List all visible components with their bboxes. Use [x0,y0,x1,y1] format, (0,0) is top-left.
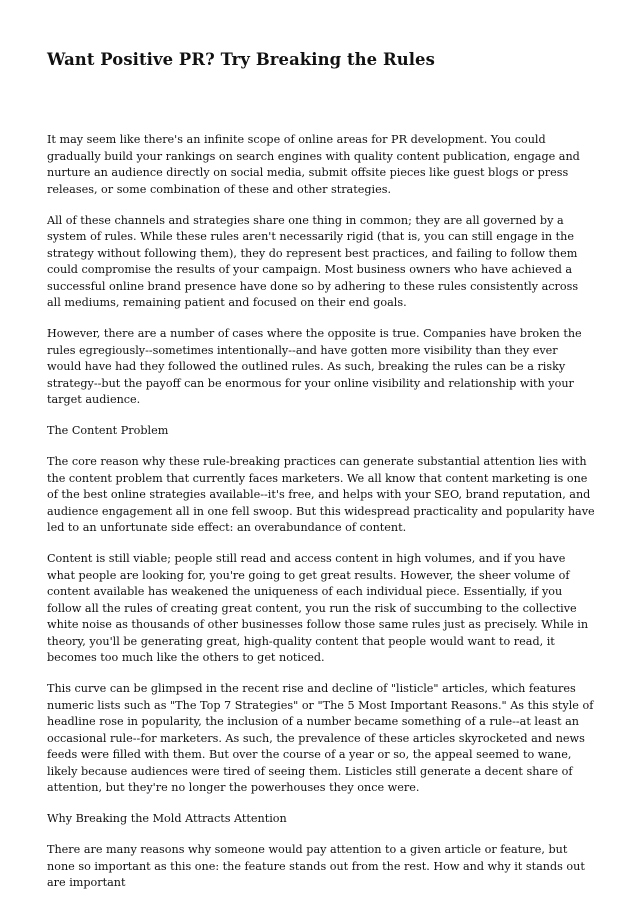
paragraph-listicle: This curve can be glimpsed in the recent rise and decline of "listicle" articles, which features numeric lists such as "The Top 7 Strategies" or "The 5 Most Important Reasons." As this style of headline rose in popularity, the inclusion of a number became something of a rule--at least an occasional rule--for marketers. As such, the prevalence of these articles skyrocketed and news feeds were filled with them. But over the course of a year or so, the appeal seemed to wane, likely because audiences were tired of seeing them. Listicles still generate a decent share of attention, but they're no longer the powerhouses they once were. [47,682,594,794]
section-heading-content-problem: The Content Problem [47,424,169,437]
paragraph-reasons: There are many reasons why someone would pay attention to a given article or feature, but none so important as this one: the feature stands out from the rest. How and why it stands out are important [47,843,585,889]
paragraph-rules: All of these channels and strategies share one thing in common; they are all governed by a system of rules. While these rules aren't necessarily rigid (that is, you can still engage in the strategy without following them), they do represent best practices, and failing to follow them could compromise the results of your campaign. Most business owners who have achieved a successful online brand presence have done so by adhering to these rules consistently across all mediums, remaining patient and focused on their end goals. [47,213,579,309]
paragraph-intro: It may seem like there's an infinite scope of online areas for PR development. You could gradually build your rankings on search engines with quality content publication, engage and nurture an audience directly on social media, submit offsite pieces like guest blogs or press releases, or some combination of these and other strategies. [47,133,580,196]
paragraph-content-viable: Content is still viable; people still read and access content in high volumes, and if you have what people are looking for, you're going to get great results. However, the sheer volume of content available has weakened the uniqueness of each individual piece. Essentially, if you follow all the rules of creating great content, you run the risk of succumbing to the collective white noise as thousands of other businesses follow those same rules just as precisely. While in theory, you'll be generating great, high-quality content that people would want to read, it becomes too much like the others to get noticed. [47,552,589,664]
page-title: Want Positive PR? Try Breaking the Rules [47,50,435,69]
document-body [47,132,595,906]
paragraph-core-reason: The core reason why these rule-breaking practices can generate substantial attention lies with the content problem that currently faces marketers. We all know that content marketing is one of the best online strategies available--it's free, and helps with your SEO, brand reputation, and audience engagement all in one fell swoop. But this widespread practicality and popularity have led to an unfortunate side effect: an overabundance of content. [47,455,595,534]
paragraph-opposite: However, there are a number of cases where the opposite is true. Companies have broken the rules egregiously--sometimes intentionally--and have gotten more visibility than they ever would have had they followed the outlined rules. As such, breaking the rules can be a risky strategy--but the payoff can be enormous for your online visibility and relationship with your target audience. [47,327,582,406]
section-heading-breaking-mold: Why Breaking the Mold Attracts Attention [47,812,287,825]
